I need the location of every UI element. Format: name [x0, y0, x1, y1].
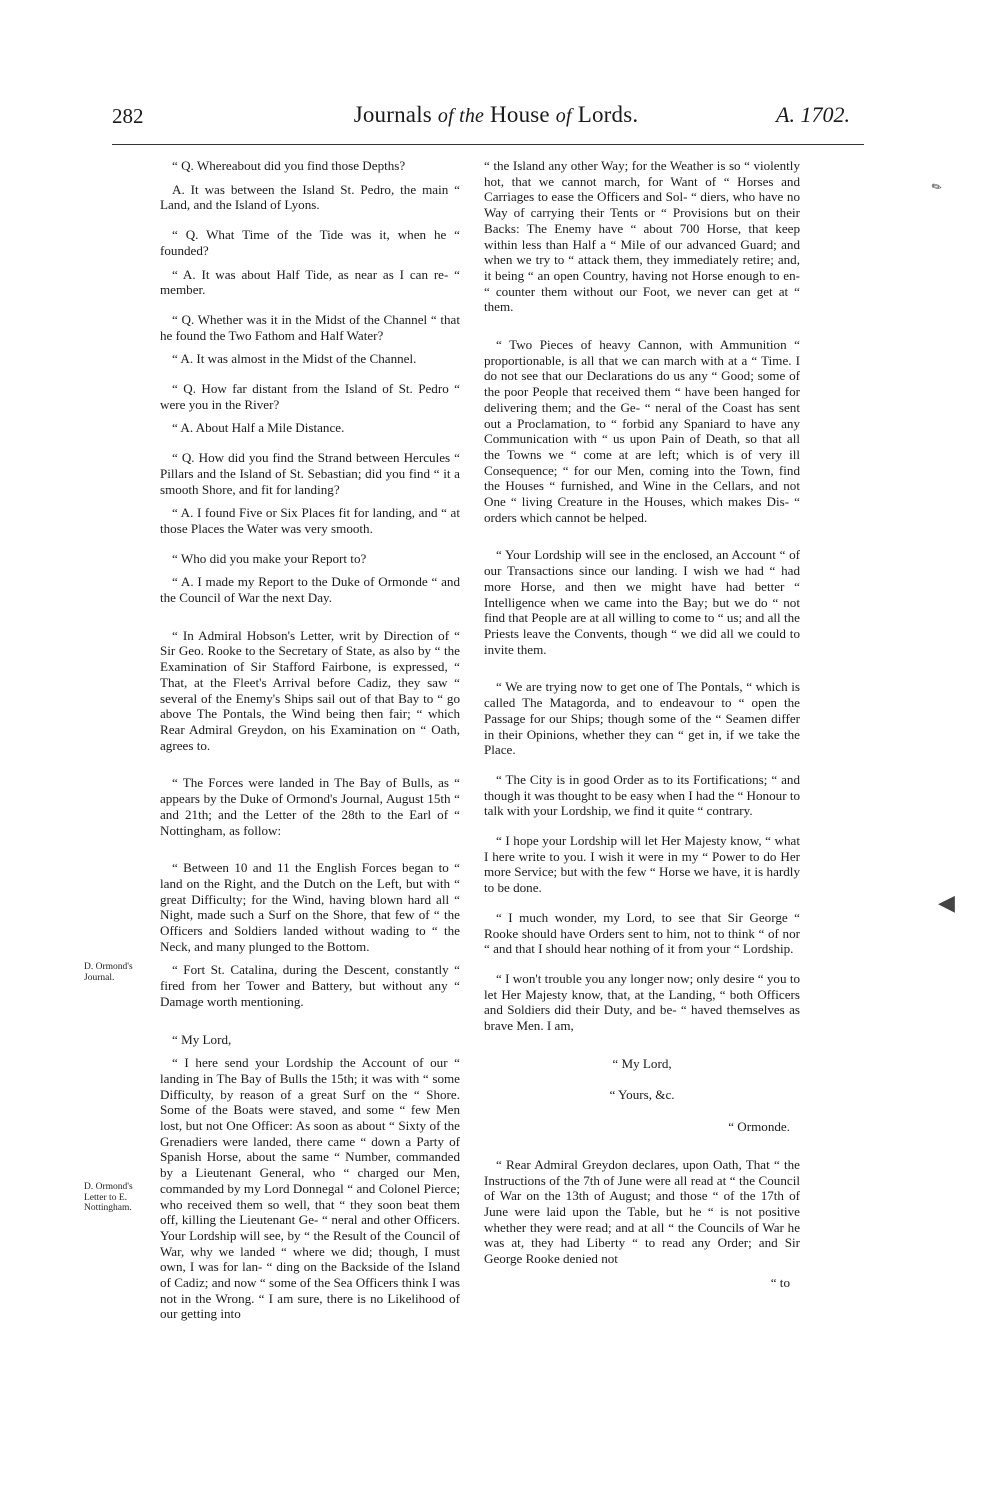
- paragraph: “ Q. Whether was it in the Midst of the Channel “ that he found the Two Fathom and Half Water?: [160, 311, 460, 343]
- paragraph: “ Two Pieces of heavy Cannon, with Ammunition “ proportionable, is all that we can march with at a “ Time. I do not see that our Declarations do us any “ Good; some of the poor People that received them “ have been hanged for delivering them; and the Ge- “ neral of the Coast has sent out a Proclamation, to “ forbid any Spaniard to have any Communication with “ us upon Pain of Death, so that all the Towns we “ come at are left; which is of very ill Consequence; “ for our Men, coming into the Town, find the Houses “ furnished, and Wine in the Cellars, and not One “ living Creature in the Houses, which makes Dis- “ orders which cannot be helped.: [484, 337, 800, 525]
- left-column: [160, 158, 460, 1330]
- year-label: A. 1702.: [776, 102, 850, 127]
- closing-yours: “ Yours, &c.: [609, 1087, 675, 1103]
- ink-mark-icon: ✎: [928, 178, 945, 196]
- paragraph: “ Your Lordship will see in the enclosed, an Account “ of our Transactions since our landing. I wish we had “ had more Horse, and then we might have had better “ Intelligence when we came into the Bay; but we do “ not find that People are at all willing to come to “ us; and all the Priests leave the Convents, though “ we did all we could to invite them.: [484, 547, 800, 657]
- paragraph: “ I won't trouble you any longer now; only desire “ you to let Her Majesty know, that, at the Landing, “ both Officers and Soldiers did their Duty, and be- “ haved themselves as brave Men. I am,: [484, 970, 800, 1034]
- page-header: [0, 100, 992, 140]
- paragraph: “ I here send your Lordship the Account of our “ landing in The Bay of Bulls the 15th; it was with “ some Difficulty, by reason of a great Surf on the “ Shore. Some of the Boats were staved, and some “ few Men lost, but not One Officer: As soon as about “ Sixty of the Grenadiers were landed, there came “ down a Party of Spanish Horse, about the same “ Number, commanded by a Lieutenant General, who “ charged our Men, commanded by my Lord Donnegal “ and Colonel Pierce; who received them so well, that “ they soon beat them off, killing the Lieutenant Ge- “ neral and other Officers. Your Lordship will see, by “ the Result of the Council of War, why we landed “ where we did; though, I must own, I was for lan- “ ding on the Backside of the Island of Cadiz; and now “ some of the Sea Officers think I was not in the Wrong. “ I am sure, there is no Likelihood of our getting into: [160, 1055, 460, 1322]
- header-rule: [112, 144, 864, 145]
- paragraph: “ A. It was about Half Tide, as near as I can re- “ member.: [160, 266, 460, 298]
- closing-salutation: “ My Lord,: [612, 1055, 672, 1071]
- page-number: 282: [112, 104, 144, 128]
- paragraph: “ A. I found Five or Six Places fit for landing, and “ at those Places the Water was very smooth.: [160, 505, 460, 536]
- paragraph: “ Who did you make your Report to?: [172, 550, 367, 566]
- paragraph: “ Q. Whereabout did you find those Depths?: [172, 158, 406, 173]
- paragraph: “ In Admiral Hobson's Letter, writ by Direction of “ Sir Geo. Rooke to the Secretary of State, as also by “ the Examination of Sir Stafford Fairbone, is expressed, “ That, at the Fleet's Arrival before Cadiz, they saw “ several of the Enemy's Ships sail out of that Bay to “ go above The Pontals, the Wind being then fair; “ which Rear Admiral Greydon, on his Examination on “ Oath, agrees to.: [160, 627, 460, 753]
- paragraph: “ We are trying now to get one of The Pontals, “ which is called The Matagorda, and to endeavour to “ open the Passage for our Ships; though some of the “ Seamen differ in their Opinions, whether they can “ get in, if we take the Place.: [484, 679, 800, 758]
- paragraph: “ I much wonder, my Lord, to see that Sir George “ Rooke should have Orders sent to him, not to think “ of nor “ and that I should hear nothing of it from your “ Lordship.: [484, 909, 800, 957]
- salutation: “ My Lord,: [172, 1031, 232, 1047]
- margin-note-letter: D. Ormond's Letter to E. Nottingham.: [84, 1182, 133, 1213]
- paragraph: A. It was between the Island St. Pedro, the main “ Land, and the Island of Lyons.: [160, 181, 460, 213]
- signature: “ Ormonde.: [728, 1119, 790, 1135]
- running-title: Journals of the House of Lords.: [353, 102, 639, 127]
- paragraph: “ Q. How did you find the Strand between Hercules “ Pillars and the Island of St. Sebastian; did you find “ it a smooth Shore, and fit for landing?: [160, 450, 460, 497]
- paragraph: “ Between 10 and 11 the English Forces began to “ land on the Right, and the Dutch on the Left, but with “ great Difficulty; for the Wind, having blown hard all “ Night, made such a Surf on the Shore, that few of “ the Officers and Soldiers landed without wading to “ the Neck, and many plunged to the Bottom.: [160, 860, 460, 954]
- paragraph: “ A. It was almost in the Midst of the Channel.: [172, 351, 417, 367]
- right-column: [484, 158, 800, 1298]
- paragraph: “ A. About Half a Mile Distance.: [172, 420, 345, 436]
- paragraph: “ A. I made my Report to the Duke of Ormonde “ and the Council of War the next Day.: [160, 574, 460, 606]
- paragraph: “ Q. What Time of the Tide was it, when he “ founded?: [160, 227, 460, 258]
- margin-note-journal: D. Ormond's Journal.: [84, 962, 133, 983]
- paragraph: “ Fort St. Catalina, during the Descent, constantly “ fired from her Tower and Battery, but without any “ Damage worth mentioning.: [160, 962, 460, 1009]
- paragraph: “ I hope your Lordship will let Her Majesty know, “ what I here write to you. I wish it were in my “ Power to do Her more Service; but with the few “ Horse we have, it is hardly to be done.: [484, 833, 800, 896]
- paragraph: “ The City is in good Order as to its Fortifications; “ and though it was thought to be easy when I had the “ Honour to talk with your Lordship, we find it quite “ contrary.: [484, 771, 801, 819]
- paragraph: “ Rear Admiral Greydon declares, upon Oath, That “ the Instructions of the 7th of June were all read at “ the Council of War on the 13th of August; and those “ of the 17th of June were laid upon the Table, but he “ is not positive whether they were read; and at all “ the Councils of War he was at, they had Liberty “ to read any Order; and Sir George Rooke denied not: [484, 1156, 800, 1267]
- paragraph: “ the Island any other Way; for the Weather is so “ violently hot, that we cannot march, for Want of “ Horses and Carriages to ease the Officers and Sol- “ diers, who have no Way of carrying their Tents or “ Provisions but on their Backs: The Enemy have “ about 700 Horse, that keep within less than Half a “ Mile of our advanced Guard; and when we try to “ attack them, they immediately retire; and, it being “ an open Country, having not Horse enough to en- “ counter them without our Foot, we never can get at “ them.: [484, 158, 800, 315]
- paragraph: “ Q. How far distant from the Island of St. Pedro “ were you in the River?: [160, 381, 460, 412]
- paragraph: “ The Forces were landed in The Bay of Bulls, as “ appears by the Duke of Ormond's Journal, August 15th “ and 21th; and the Letter of the 28th to the Earl of “ Nottingham, as follow:: [160, 775, 460, 838]
- catchword: “ to: [770, 1274, 790, 1290]
- pointer-mark-icon: ◀: [938, 890, 955, 915]
